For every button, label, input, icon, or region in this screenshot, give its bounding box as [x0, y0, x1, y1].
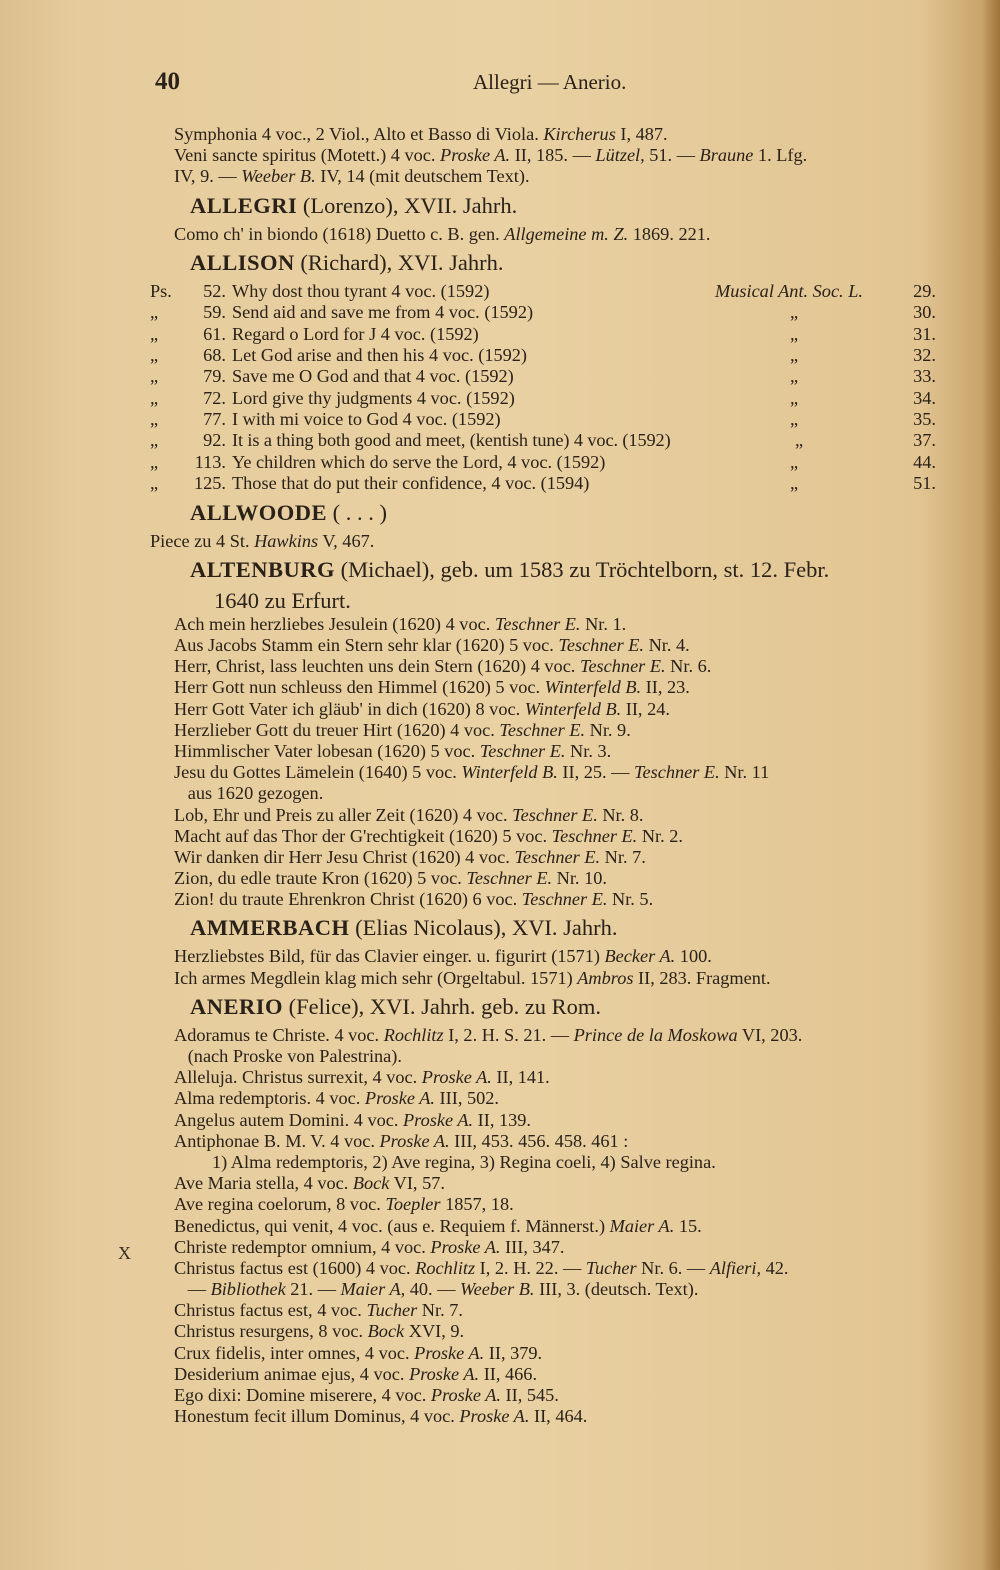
psalm-number: 92.	[203, 430, 226, 451]
psalm-row	[150, 430, 940, 451]
source-page: 30.	[913, 302, 936, 323]
entry-text: II, 25. —	[557, 762, 634, 783]
entry-text: XVI, 9.	[404, 1321, 465, 1342]
entry-text: 51. —	[644, 145, 700, 166]
entry-text: Ave Maria stella, 4 voc.	[174, 1173, 353, 1194]
source-reference: Teschner E.	[499, 719, 586, 740]
psalm-number: 113.	[194, 451, 226, 472]
composer-name: ALLEGRI	[190, 192, 298, 218]
source-reference: Bock	[352, 1173, 390, 1194]
intro-block	[150, 124, 940, 188]
entry-text: Ave regina coelorum, 8 voc.	[174, 1194, 386, 1215]
composer-name: ALLISON	[190, 249, 295, 275]
entry-text: II, 24.	[621, 698, 670, 719]
composer-heading-altenburg	[150, 552, 940, 588]
psalm-row	[150, 302, 940, 323]
work-entry	[150, 677, 940, 698]
entry-text: III, 453. 456. 458. 461 :	[449, 1130, 629, 1151]
work-entry	[150, 1364, 940, 1385]
source-reference: Hawkins	[254, 530, 319, 551]
page-edge-shadow	[982, 0, 1000, 1570]
entry-text: Como ch' in biondo (1618) Duetto c. B. gen.	[174, 223, 505, 244]
psalm-row	[150, 388, 940, 409]
entry-text: II, 283. Fragment.	[633, 967, 771, 988]
work-entry	[150, 531, 940, 552]
entry-text: Symphonia 4 voc., 2 Viol., Alto et Basso di Viola.	[174, 124, 544, 144]
composer-details: (Lorenzo), XVII. Jahrh.	[297, 192, 518, 218]
psalm-number: 77.	[203, 409, 226, 430]
psalm-prefix: „	[150, 473, 159, 494]
source-page: 29.	[913, 280, 936, 301]
source-reference: Rochlitz	[415, 1257, 476, 1278]
entry-text: II, 185. —	[510, 145, 596, 166]
source-reference: Tucher	[585, 1257, 637, 1278]
psalm-prefix: „	[150, 302, 159, 323]
entry-text: Piece zu 4 St.	[150, 530, 255, 551]
entry-text: Nr. 1.	[580, 613, 627, 634]
source-reference: Maier A.	[609, 1215, 675, 1236]
entry-text: VI, 57.	[389, 1173, 445, 1194]
source-reference: Rochlitz	[383, 1024, 444, 1045]
psalm-title: It is a thing both good and meet, (kentish tune) 4 voc. (1592)	[232, 430, 671, 451]
psalm-table	[150, 281, 940, 495]
entry-text: Nr. 4.	[644, 635, 690, 656]
source-reference: „	[790, 451, 799, 472]
source-page: 37.	[913, 430, 936, 451]
entry-text: Christus factus est, 4 voc.	[174, 1300, 367, 1321]
margin-pencil-mark: X	[118, 1243, 131, 1263]
work-entry	[150, 1152, 940, 1173]
psalm-number: 68.	[203, 344, 226, 365]
entry-text: II, 466.	[479, 1363, 538, 1384]
work-entry	[150, 720, 940, 741]
source-page: 34.	[913, 387, 936, 408]
work-entry	[150, 1173, 940, 1194]
psalm-prefix: „	[150, 366, 159, 387]
entry-text: Angelus autem Domini. 4 voc.	[174, 1109, 403, 1130]
entry-text: I, 487.	[615, 124, 668, 144]
works-list-altenburg	[150, 614, 940, 911]
entry-text: Ach mein herzliebes Jesulein (1620) 4 voc.	[174, 613, 495, 634]
entry-text: Honestum fecit illum Dominus, 4 voc.	[174, 1406, 460, 1427]
entry-text: Alleluja. Christus surrexit, 4 voc.	[174, 1067, 422, 1088]
psalm-title: Save me O God and that 4 voc. (1592)	[232, 366, 514, 387]
composer-details: (Richard), XVI. Jahrh.	[294, 249, 504, 275]
source-reference: Weeber B.	[241, 166, 316, 187]
source-reference: Tucher	[366, 1300, 418, 1321]
work-entry	[150, 1025, 940, 1046]
work-entry	[150, 656, 940, 677]
entry-text: 1869. 221.	[628, 223, 711, 244]
work-entry	[150, 968, 940, 989]
entry-text: Ich armes Megdlein klag mich sehr (Orgeltabul. 1571)	[174, 967, 578, 988]
psalm-title: Ye children which do serve the Lord, 4 voc. (1592)	[232, 451, 606, 472]
entry-text: 1) Alma redemptoris, 2) Ave regina, 3) Regina coeli, 4) Salve regina.	[212, 1151, 716, 1172]
work-entry	[150, 224, 940, 245]
source-reference: Winterfeld B.	[524, 698, 622, 719]
psalm-row	[150, 409, 940, 430]
psalm-title: Regard o Lord for J 4 voc. (1592)	[232, 323, 479, 344]
entry-text: Nr. 8.	[597, 804, 644, 825]
entry-text: aus 1620 gezogen.	[174, 783, 324, 804]
source-reference: „	[790, 323, 799, 344]
entry-text: 1. Lfg.	[753, 145, 808, 166]
source-reference: Proske A.	[430, 1236, 501, 1257]
work-entry	[150, 1300, 940, 1321]
entry-text: II, 464.	[529, 1406, 588, 1427]
source-reference: Teschner E.	[479, 740, 566, 761]
psalm-prefix: „	[150, 451, 159, 472]
source-reference: Proske A.	[430, 1385, 501, 1406]
entry-text: Herr Gott nun schleuss den Himmel (1620) 5 voc.	[174, 677, 545, 698]
entry-text: 40. —	[405, 1279, 461, 1300]
intro-line	[150, 166, 940, 187]
entry-text: III, 3. (deutsch. Text).	[534, 1279, 699, 1300]
entry-text: I, 2. H. 22. —	[475, 1257, 586, 1278]
psalm-number: 61.	[203, 323, 226, 344]
source-reference: Teschner E.	[551, 825, 638, 846]
psalm-row	[150, 452, 940, 473]
page-number: 40	[155, 68, 180, 95]
source-reference: Bock	[367, 1321, 405, 1342]
source-reference: Allgemeine m. Z.	[504, 223, 629, 244]
page-header	[155, 68, 935, 100]
work-entry	[150, 826, 940, 847]
source-reference: Becker A.	[604, 946, 676, 967]
work-entry	[150, 1321, 940, 1342]
psalm-number: 59.	[203, 302, 226, 323]
work-entry	[150, 1343, 940, 1364]
entry-text: Lob, Ehr und Preis zu aller Zeit (1620) 4 voc.	[174, 804, 513, 825]
composer-heading-allwoode	[150, 495, 940, 531]
work-entry	[150, 1406, 940, 1427]
entry-text: Herzliebstes Bild, für das Clavier einger. u. figurirt (1571)	[174, 946, 605, 967]
entry-text: Nr. 6.	[665, 656, 712, 677]
psalm-prefix: „	[150, 387, 159, 408]
psalm-title: Let God arise and then his 4 voc. (1592)	[232, 344, 527, 365]
source-reference: „	[790, 366, 799, 387]
psalm-row	[150, 345, 940, 366]
entry-text: II, 379.	[484, 1342, 543, 1363]
source-reference: Teschner E.	[521, 889, 608, 910]
entry-text: (nach Proske von Palestrina).	[174, 1046, 402, 1067]
entry-text: Wir danken dir Herr Jesu Christ (1620) 4 voc.	[174, 846, 515, 867]
work-entry	[150, 699, 940, 720]
entry-text: Zion! du traute Ehrenkron Christ (1620) 6 voc.	[174, 889, 522, 910]
source-page: 35.	[913, 409, 936, 430]
source-reference: Winterfeld B.	[544, 677, 642, 698]
work-entry	[150, 1067, 940, 1088]
source-reference: Alfieri,	[709, 1257, 762, 1278]
source-reference: Proske A.	[459, 1406, 530, 1427]
source-reference: „	[790, 473, 799, 494]
source-reference: Teschner E.	[514, 846, 601, 867]
source-reference: Teschner E.	[558, 635, 644, 656]
entry-text: Crux fidelis, inter omnes, 4 voc.	[174, 1342, 415, 1363]
source-reference: Teschner E.	[579, 656, 666, 677]
work-entry	[150, 1194, 940, 1215]
intro-line	[150, 124, 940, 145]
source-reference: Proske A.	[414, 1342, 485, 1363]
source-page: 33.	[913, 366, 936, 387]
source-reference: Weeber B.	[460, 1279, 535, 1300]
composer-name: ANERIO	[190, 993, 284, 1019]
composer-name: ALTENBURG	[190, 556, 335, 582]
entry-text: —	[174, 1279, 211, 1300]
entry-text: Nr. 10.	[552, 868, 607, 889]
entry-text: Himmlischer Vater lobesan (1620) 5 voc.	[174, 740, 480, 761]
entry-text: II, 23.	[641, 677, 690, 698]
entry-text: Nr. 3.	[565, 740, 612, 761]
work-entry	[150, 1237, 940, 1258]
catalog-content	[150, 124, 940, 1427]
psalm-number: 79.	[203, 366, 226, 387]
source-reference: Proske A.	[379, 1130, 450, 1151]
psalm-prefix: „	[150, 409, 159, 430]
composer-heading-ammerbach	[150, 910, 940, 946]
psalm-number: 52.	[203, 280, 226, 301]
entry-text: IV, 14 (mit deutschem Text).	[315, 166, 530, 187]
entry-text: II, 141.	[491, 1067, 550, 1088]
psalm-row	[150, 366, 940, 387]
entry-text: Nr. 6. —	[636, 1257, 710, 1278]
work-entry	[150, 1279, 940, 1300]
running-head: Allegri — Anerio.	[473, 70, 627, 94]
entry-text: III, 347.	[500, 1236, 565, 1257]
composer-details: ( . . . )	[326, 499, 387, 525]
psalm-title: Lord give thy judgments 4 voc. (1592)	[232, 387, 515, 408]
source-reference: Proske A.	[403, 1109, 474, 1130]
entry-text: Ego dixi: Domine miserere, 4 voc.	[174, 1385, 431, 1406]
work-entry	[150, 889, 940, 910]
psalm-title: Send aid and save me from 4 voc. (1592)	[232, 302, 534, 323]
work-entry	[150, 1046, 940, 1067]
entry-text: Nr. 9.	[585, 719, 631, 740]
entry-text: IV, 9. —	[174, 166, 242, 187]
composer-details-continued: 1640 zu Erfurt.	[214, 587, 351, 613]
work-entry	[150, 868, 940, 889]
psalm-number: 72.	[203, 387, 226, 408]
psalm-row	[150, 473, 940, 494]
source-reference: Musical Ant. Soc. L.	[715, 280, 863, 301]
entry-text: Macht auf das Thor der G'rechtigkeit (1620) 5 voc.	[174, 825, 552, 846]
composer-heading-allison	[150, 245, 940, 281]
entry-text: V, 467.	[318, 530, 375, 551]
composer-details: (Felice), XVI. Jahrh. geb. zu Rom.	[283, 993, 602, 1019]
source-reference: „	[795, 430, 804, 451]
work-entry	[150, 614, 940, 635]
entry-text: Desiderium animae ejus, 4 voc.	[174, 1363, 410, 1384]
source-reference: Proske A.	[421, 1067, 492, 1088]
composer-details: (Michael), geb. um 1583 zu Tröchtelborn, st. 12. Febr.	[334, 556, 830, 582]
work-entry	[150, 783, 940, 804]
composer-heading-anerio	[150, 989, 940, 1025]
psalm-prefix: Ps.	[150, 280, 172, 301]
works-list-ammerbach	[150, 946, 940, 988]
entry-text: Antiphonae B. M. V. 4 voc.	[174, 1130, 380, 1151]
source-reference: Kircherus	[543, 124, 616, 144]
source-reference: Teschner E.	[512, 804, 598, 825]
entry-text: 1857, 18.	[440, 1194, 514, 1215]
work-entry	[150, 805, 940, 826]
entry-text: VI, 203.	[737, 1024, 803, 1045]
works-list-anerio	[150, 1025, 940, 1428]
source-reference: Proske A.	[364, 1088, 435, 1109]
work-entry	[150, 635, 940, 656]
entry-text: Aus Jacobs Stamm ein Stern sehr klar (1620) 5 voc.	[174, 635, 559, 656]
entry-text: Nr. 11	[719, 762, 770, 783]
psalm-title: I with mi voice to God 4 voc. (1592)	[232, 409, 501, 430]
source-reference: Teschner E.	[494, 613, 581, 634]
entry-text: Jesu du Gottes Lämelein (1640) 5 voc.	[174, 762, 462, 783]
composer-name: ALLWOODE	[190, 499, 327, 525]
source-reference: Braune	[699, 145, 754, 166]
source-reference: Proske A.	[440, 145, 511, 166]
source-reference: Lützel,	[595, 145, 645, 166]
source-reference: Maier A,	[340, 1279, 406, 1300]
entry-text: 100.	[675, 946, 712, 967]
psalm-title: Why dost thou tyrant 4 voc. (1592)	[232, 280, 490, 301]
entry-text: Nr. 2.	[637, 825, 683, 846]
entry-text: Benedictus, qui venit, 4 voc. (aus e. Requiem f. Männerst.)	[174, 1215, 610, 1236]
work-entry	[150, 847, 940, 868]
entry-text: Christus factus est (1600) 4 voc.	[174, 1257, 416, 1278]
work-entry	[150, 741, 940, 762]
entry-text: 42.	[761, 1257, 789, 1278]
source-reference: Ambros	[577, 967, 634, 988]
entry-text: Nr. 7.	[417, 1300, 463, 1321]
entry-text: Alma redemptoris. 4 voc.	[174, 1088, 365, 1109]
source-reference: „	[790, 302, 799, 323]
work-entry	[150, 1110, 940, 1131]
entry-text: 15.	[674, 1215, 702, 1236]
source-reference: Prince de la Moskowa	[573, 1024, 738, 1045]
psalm-prefix: „	[150, 323, 159, 344]
psalm-number: 125.	[194, 473, 226, 494]
entry-text: Christe redemptor omnium, 4 voc.	[174, 1236, 431, 1257]
entry-text: Nr. 7.	[600, 846, 646, 867]
intro-line	[150, 145, 940, 166]
psalm-prefix: „	[150, 430, 159, 451]
work-entry	[150, 1258, 940, 1279]
composer-details: (Elias Nicolaus), XVI. Jahrh.	[349, 915, 618, 941]
entry-text: Christus resurgens, 8 voc.	[174, 1321, 368, 1342]
source-reference: Bibliothek	[210, 1279, 286, 1300]
entry-text: II, 139.	[473, 1109, 531, 1130]
psalm-title: Those that do put their confidence, 4 voc. (1594)	[232, 473, 590, 494]
source-page: 31.	[913, 323, 936, 344]
work-entry	[150, 1088, 940, 1109]
source-reference: „	[790, 387, 799, 408]
work-entry	[150, 1385, 940, 1406]
work-entry	[150, 762, 940, 783]
entry-text: Veni sancte spiritus (Motett.) 4 voc.	[174, 145, 441, 166]
composer-heading-allegri	[150, 188, 940, 224]
source-reference: Toepler	[385, 1194, 441, 1215]
source-page: 44.	[913, 451, 936, 472]
entry-text: Nr. 5.	[607, 889, 654, 910]
source-reference: Proske A.	[409, 1363, 480, 1384]
composer-name: AMMERBACH	[190, 915, 350, 941]
source-reference: Teschner E.	[634, 762, 720, 783]
entry-text: II, 545.	[500, 1385, 559, 1406]
psalm-prefix: „	[150, 344, 159, 365]
source-reference: „	[790, 409, 799, 430]
entry-text: Adoramus te Christe. 4 voc.	[174, 1024, 384, 1045]
work-entry	[150, 1131, 940, 1152]
work-entry	[150, 946, 940, 967]
source-reference: Teschner E.	[466, 868, 553, 889]
source-reference: „	[790, 344, 799, 365]
entry-text: Herr Gott Vater ich gläub' in dich (1620) 8 voc.	[174, 698, 525, 719]
entry-text: Herr, Christ, lass leuchten uns dein Stern (1620) 4 voc.	[174, 656, 580, 677]
entry-text: 21. —	[285, 1279, 341, 1300]
entry-text: III, 502.	[434, 1088, 499, 1109]
work-entry	[150, 1216, 940, 1237]
entry-text: I, 2. H. S. 21. —	[443, 1024, 574, 1045]
psalm-row	[150, 281, 940, 302]
psalm-row	[150, 324, 940, 345]
source-page: 51.	[913, 473, 936, 494]
source-reference: Winterfeld B.	[461, 762, 558, 783]
entry-text: Herzlieber Gott du treuer Hirt (1620) 4 voc.	[174, 719, 500, 740]
entry-text: Zion, du edle traute Kron (1620) 5 voc.	[174, 868, 467, 889]
source-page: 32.	[913, 344, 936, 365]
